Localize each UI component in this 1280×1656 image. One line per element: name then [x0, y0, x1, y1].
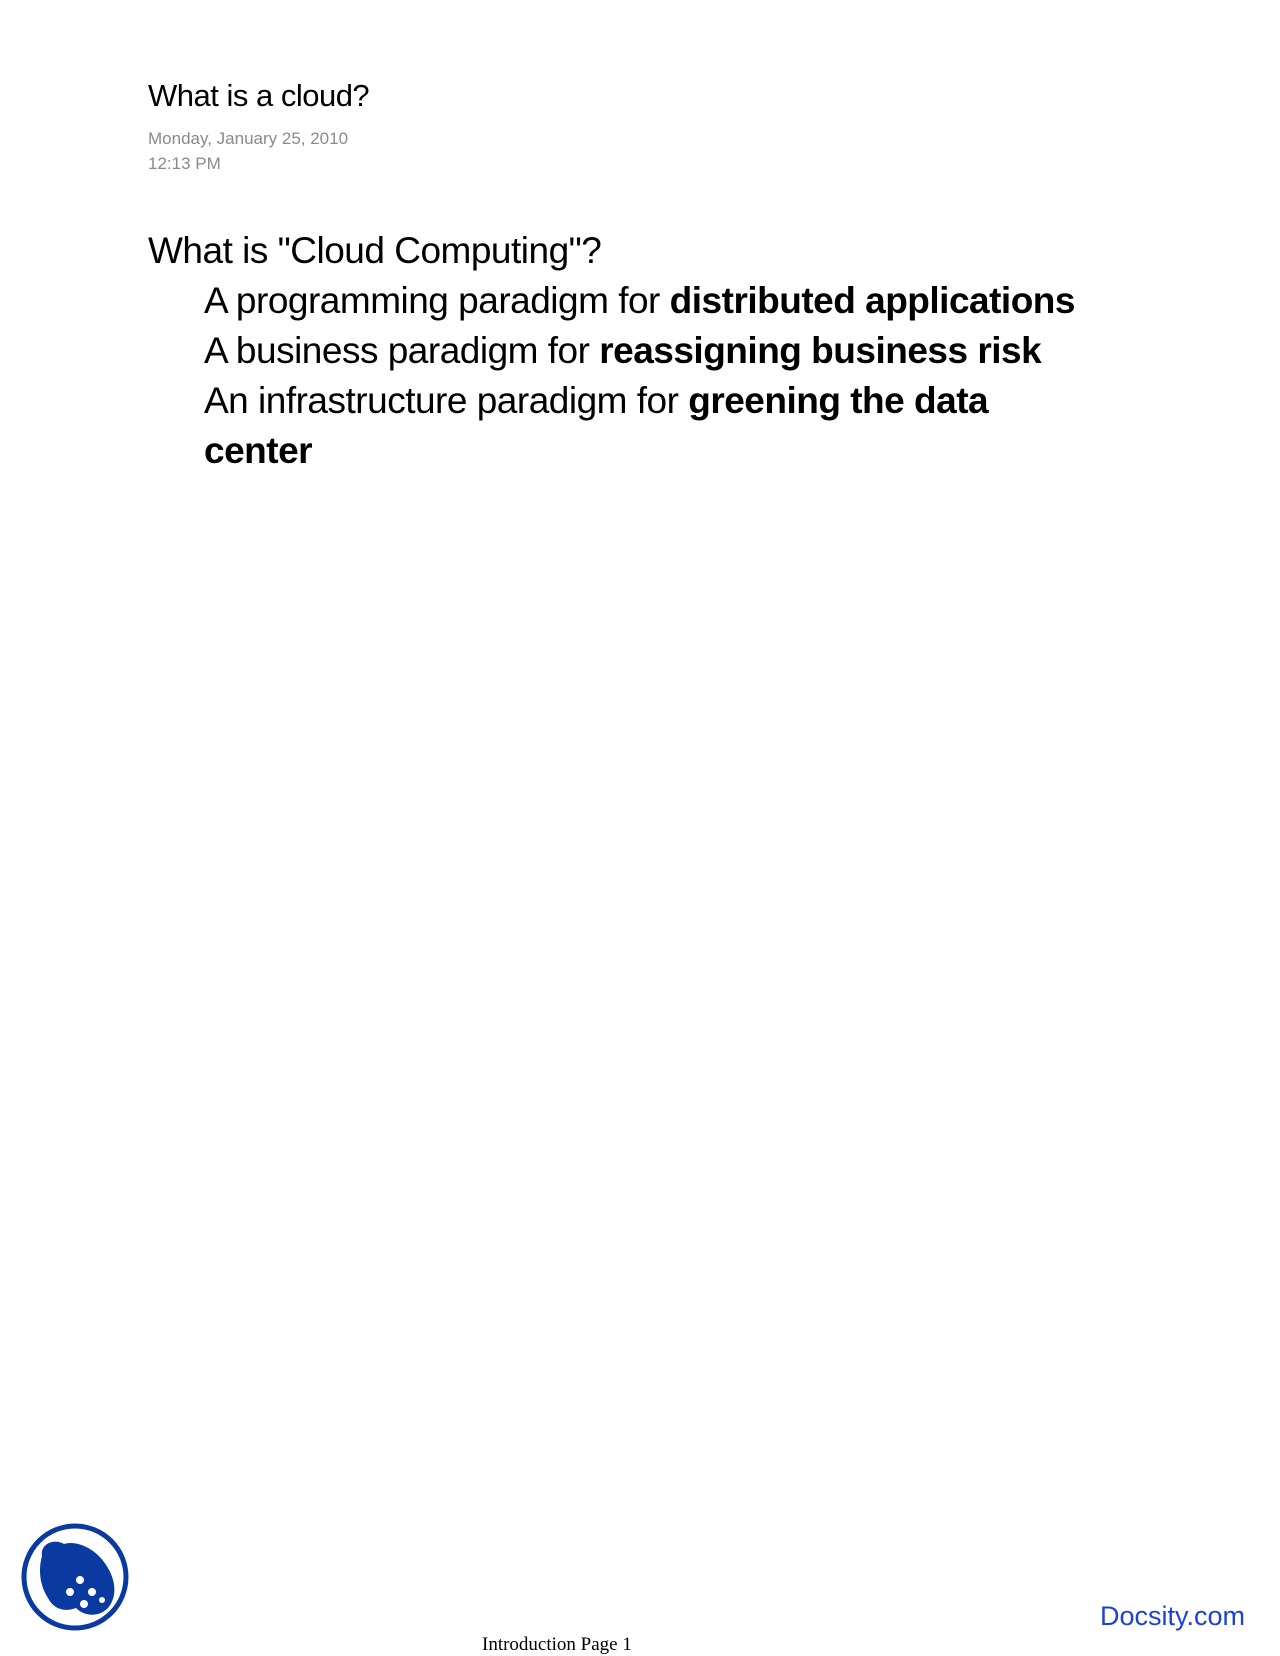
item-prefix: An infrastructure paradigm for	[204, 380, 689, 421]
brand-link[interactable]: Docsity.com	[1100, 1601, 1246, 1631]
page-footer: Introduction Page 1	[482, 1634, 632, 1655]
item-emphasis: distributed applications	[669, 280, 1075, 321]
item-prefix: A programming paradigm for	[204, 280, 670, 321]
page-date: Monday, January 25, 2010	[148, 129, 349, 148]
item-emphasis: reassigning business risk	[599, 330, 1042, 371]
docsity-logo-icon	[20, 1522, 130, 1632]
list-item	[204, 276, 1104, 326]
item-prefix: A business paradigm for	[204, 330, 600, 371]
list-item	[204, 326, 1104, 376]
item-emphasis: greening the data center	[204, 380, 989, 471]
page-title: What is a cloud?	[148, 78, 370, 113]
content-heading: What is "Cloud Computing"?	[148, 230, 602, 271]
page-time: 12:13 PM	[148, 154, 221, 173]
paradigm-list	[204, 276, 1104, 476]
list-item	[204, 376, 1104, 476]
timestamp	[148, 126, 348, 176]
